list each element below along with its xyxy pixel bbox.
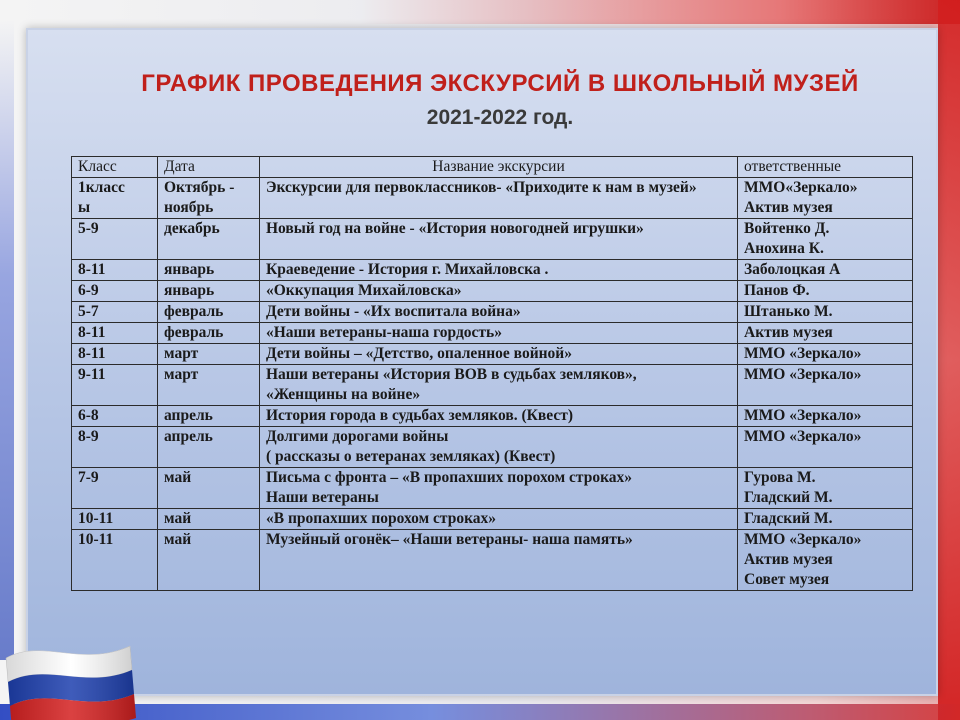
header-class: Класс — [72, 157, 158, 178]
cell-excursion-name: «Оккупация Михайловска» — [260, 281, 738, 302]
cell-responsible: Гурова М. Гладский М. — [738, 468, 913, 509]
table-row — [72, 509, 913, 530]
cell-responsible: Актив музея — [738, 323, 913, 344]
schedule-table — [71, 156, 913, 591]
cell-responsible: ММО «Зеркало» — [738, 427, 913, 468]
cell-class: 7-9 — [72, 468, 158, 509]
cell-class: 9-11 — [72, 365, 158, 406]
cell-date: январь — [158, 281, 260, 302]
decorative-blue-streak-left — [0, 20, 14, 660]
cell-class: 8-11 — [72, 260, 158, 281]
cell-date: апрель — [158, 406, 260, 427]
cell-date: март — [158, 365, 260, 406]
cell-date: Октябрь - ноябрь — [158, 178, 260, 219]
cell-class: 5-7 — [72, 302, 158, 323]
cell-responsible: Штанько М. — [738, 302, 913, 323]
cell-excursion-name: «В пропахших порохом строках» — [260, 509, 738, 530]
cell-excursion-name: Дети войны - «Их воспитала война» — [260, 302, 738, 323]
table-row — [72, 302, 913, 323]
table-row — [72, 219, 913, 260]
table-row — [72, 281, 913, 302]
table-row — [72, 365, 913, 406]
cell-date: февраль — [158, 302, 260, 323]
cell-responsible: Заболоцкая А — [738, 260, 913, 281]
page-title: ГРАФИК ПРОВЕДЕНИЯ ЭКСКУРСИЙ В ШКОЛЬНЫЙ МУЗЕЙ — [141, 70, 859, 97]
russian-flag-icon — [2, 628, 152, 720]
cell-excursion-name: Дети войны – «Детство, опаленное войной» — [260, 344, 738, 365]
cell-responsible: Панов Ф. — [738, 281, 913, 302]
table-row — [72, 323, 913, 344]
table-row — [72, 427, 913, 468]
cell-class: 5-9 — [72, 219, 158, 260]
cell-date: январь — [158, 260, 260, 281]
cell-class: 6-9 — [72, 281, 158, 302]
table-row — [72, 178, 913, 219]
cell-excursion-name: Краеведение - История г. Михайловска . — [260, 260, 738, 281]
table-row — [72, 344, 913, 365]
cell-date: декабрь — [158, 219, 260, 260]
table-row — [72, 468, 913, 509]
table-row — [72, 530, 913, 591]
cell-responsible: ММО «Зеркало» — [738, 344, 913, 365]
cell-responsible: ММО «Зеркало» Актив музея Совет музея — [738, 530, 913, 591]
header-date: Дата — [158, 157, 260, 178]
cell-class: 10-11 — [72, 530, 158, 591]
table-row — [72, 406, 913, 427]
cell-excursion-name: «Наши ветераны-наша гордость» — [260, 323, 738, 344]
cell-excursion-name: Музейный огонёк– «Наши ветераны- наша память» — [260, 530, 738, 591]
table-header-row — [72, 157, 913, 178]
cell-excursion-name: Новый год на войне - «История новогодней игрушки» — [260, 219, 738, 260]
decorative-red-streak-top — [360, 0, 960, 24]
header-excursion-name: Название экскурсии — [260, 157, 738, 178]
cell-excursion-name: Долгими дорогами войны ( рассказы о ветеранах земляках) (Квест) — [260, 427, 738, 468]
cell-responsible: ММО «Зеркало» — [738, 365, 913, 406]
cell-date: май — [158, 530, 260, 591]
table-row — [72, 260, 913, 281]
cell-class: 8-11 — [72, 323, 158, 344]
page-subtitle: 2021-2022 год. — [426, 106, 574, 129]
cell-class: 1класс ы — [72, 178, 158, 219]
cell-class: 10-11 — [72, 509, 158, 530]
cell-excursion-name: Экскурсии для первоклассников- «Приходите к нам в музей» — [260, 178, 738, 219]
cell-excursion-name: Письма с фронта – «В пропахших порохом строках» Наши ветераны — [260, 468, 738, 509]
cell-date: апрель — [158, 427, 260, 468]
cell-date: февраль — [158, 323, 260, 344]
cell-date: май — [158, 509, 260, 530]
cell-responsible: ММО«Зеркало» Актив музея — [738, 178, 913, 219]
cell-class: 8-9 — [72, 427, 158, 468]
cell-excursion-name: Наши ветераны «История ВОВ в судьбах земляков», «Женщины на войне» — [260, 365, 738, 406]
cell-responsible: Гладский М. — [738, 509, 913, 530]
cell-class: 8-11 — [72, 344, 158, 365]
cell-responsible: Войтенко Д. Анохина К. — [738, 219, 913, 260]
cell-date: март — [158, 344, 260, 365]
header-responsible: ответственные — [738, 157, 913, 178]
cell-class: 6-8 — [72, 406, 158, 427]
cell-excursion-name: История города в судьбах земляков. (Квест) — [260, 406, 738, 427]
cell-date: май — [158, 468, 260, 509]
cell-responsible: ММО «Зеркало» — [738, 406, 913, 427]
